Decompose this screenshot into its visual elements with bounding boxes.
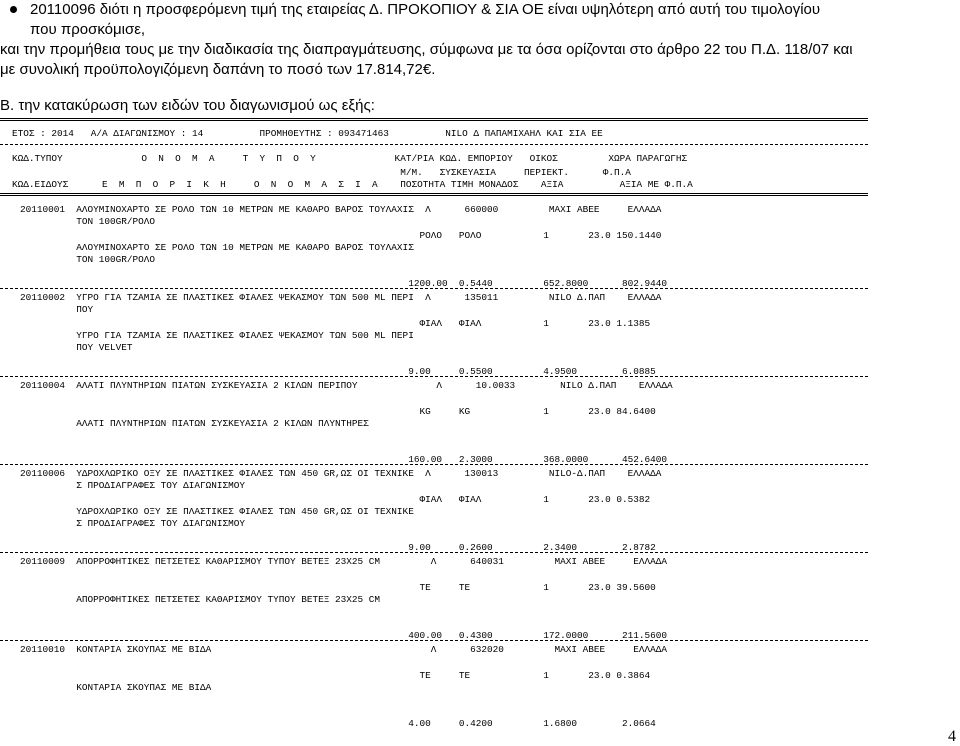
item-5-line-7: 400.00 0.4300 172.0000 211.5600 xyxy=(20,630,667,641)
item-1-line-5: ΤΟΝ 100GR/ΡΟΛΟ xyxy=(20,254,156,265)
item-4-line-3: ΦΙΑΛ ΦΙΑΛ 1 23.0 0.5382 xyxy=(20,494,651,505)
item-2-line-2: ΠΟΥ xyxy=(20,304,94,315)
column-header-row-3: ΚΩΔ.ΕΙΔΟΥΣ Ε Μ Π Ο Ρ Ι Κ Η Ο Ν Ο Μ Α Σ Ι Α ΠΟΣΟΤΗΤΑ ΤΙΜΗ ΜΟΝΑΔΟΣ ΑΞΙΑ ΑΞΙΑ ΜΕ Φ.Π.Α xyxy=(12,179,693,190)
item-4-line-5: Σ ΠΡΟΔΙΑΓΡΑΦΕΣ ΤΟΥ ΔΙΑΓΩΝΙΣΜΟΥ xyxy=(20,518,246,529)
item-6-line-1: 20110010 ΚΟΝΤΑΡΙΑ ΣΚΟΥΠΑΣ ΜΕ ΒΙΔΑ Λ 632020 ΜΑΧΙ ΑΒΕΕ ΕΛΛΑΔΑ xyxy=(20,644,667,655)
item-separator-rule xyxy=(0,464,868,465)
item-2-line-7: 9.00 0.5500 4.9500 6.0885 xyxy=(20,366,656,377)
item-3-line-1: 20110004 ΑΛΑΤΙ ΠΛΥΝΤΗΡΙΩΝ ΠΙΑΤΩΝ ΣΥΣΚΕΥΑΣΙΑ 2 ΚΙΛΩΝ ΠΕΡΙΠΟΥ Λ 10.0033 NILO Δ.ΠΑΠ ΕΛΛΑΔΑ xyxy=(20,380,673,391)
column-header-rule xyxy=(0,193,868,196)
item-2-line-5: ΠΟΥ VELVET xyxy=(20,342,133,353)
body-text-line-3: και την προμήθεια τους με την διαδικασία της διαπραγμάτευσης, σύμφωνα με τα όσα ορίζονται στο άρθρο 22 του Π.Δ. 118/07 και xyxy=(0,41,853,58)
item-5-line-3: ΤΕ ΤΕ 1 23.0 39.5600 xyxy=(20,582,656,593)
item-separator-rule xyxy=(0,376,868,377)
item-6-line-3: ΤΕ ΤΕ 1 23.0 0.3864 xyxy=(20,670,651,681)
item-3-line-4: ΑΛΑΤΙ ΠΛΥΝΤΗΡΙΩΝ ΠΙΑΤΩΝ ΣΥΣΚΕΥΑΣΙΑ 2 ΚΙΛΩΝ ΠΛΥΝΤΗΡΕΣ xyxy=(20,418,369,429)
item-4-line-2: Σ ΠΡΟΔΙΑΓΡΑΦΕΣ ΤΟΥ ΔΙΑΓΩΝΙΣΜΟΥ xyxy=(20,480,246,491)
item-5-line-1: 20110009 ΑΠΟΡΡΟΦΗΤΙΚΕΣ ΠΕΤΣΕΤΕΣ ΚΑΘΑΡΙΣΜΟΥ ΤΥΠΟΥ ΒΕΤΕΞ 23Χ25 CM Λ 640031 ΜΑΧΙ ΑΒΕΕ ΕΛΛΑΔΑ xyxy=(20,556,667,567)
item-1-line-3: ΡΟΛΟ ΡΟΛΟ 1 23.0 150.1440 xyxy=(20,230,662,241)
item-separator-rule xyxy=(0,640,868,641)
item-5-line-4: ΑΠΟΡΡΟΦΗΤΙΚΕΣ ΠΕΤΣΕΤΕΣ ΚΑΘΑΡΙΣΜΟΥ ΤΥΠΟΥ ΒΕΤΕΞ 23Χ25 CM xyxy=(20,594,381,605)
item-4-line-1: 20110006 ΥΔΡΟΧΛΩΡΙΚΟ ΟΞΥ ΣΕ ΠΛΑΣΤΙΚΕΣ ΦΙΑΛΕΣ ΤΩΝ 450 GR,ΩΣ ΟΙ ΤΕΧΝΙΚΕ Λ 130013 NILO-Δ.ΠΑΠ ΕΛΛΑΔΑ xyxy=(20,468,662,479)
item-3-line-7: 160.00 2.3000 368.0000 452.6400 xyxy=(20,454,667,465)
item-2-line-4: ΥΓΡΟ ΓΙΑ ΤΖΑΜΙΑ ΣΕ ΠΛΑΣΤΙΚΕΣ ΦΙΑΛΕΣ ΨΕΚΑΣΜΟΥ ΤΩΝ 500 ML ΠΕΡΙ xyxy=(20,330,414,341)
item-2-line-1: 20110002 ΥΓΡΟ ΓΙΑ ΤΖΑΜΙΑ ΣΕ ΠΛΑΣΤΙΚΕΣ ΦΙΑΛΕΣ ΨΕΚΑΣΜΟΥ ΤΩΝ 500 ML ΠΕΡΙ Λ 135011 NILO Δ.ΠΑΠ ΕΛΛΑΔΑ xyxy=(20,292,662,303)
report-header-info: ΕΤΟΣ : 2014 Α/Α ΔΙΑΓΩΝΙΣΜΟΥ : 14 ΠΡΟΜΗΘΕΥΤΗΣ : 093471463 NILO Δ ΠΑΠΑΜΙΧΑΗΛ ΚΑΙ ΣΙΑ ΕΕ xyxy=(12,128,603,139)
report-top-rule xyxy=(0,118,868,121)
bullet-text-line-1: 20110096 διότι η προσφερόμενη τιμή της εταιρείας Δ. ΠΡΟΚΟΠΙΟΥ & ΣΙΑ ΟΕ είναι υψηλότερη από αυτή του τιμολογίου xyxy=(30,1,821,18)
item-1-line-7: 1200.00 0.5440 652.8000 802.9440 xyxy=(20,278,667,289)
body-text-line-4: με συνολική προϋπολογιζόμενη δαπάνη το ποσό των 17.814,72€. xyxy=(0,61,436,78)
page-number: 4 xyxy=(948,728,956,745)
item-6-line-4: ΚΟΝΤΑΡΙΑ ΣΚΟΥΠΑΣ ΜΕ ΒΙΔΑ xyxy=(20,682,212,693)
item-3-line-3: KG KG 1 23.0 84.6400 xyxy=(20,406,656,417)
item-1-line-2: ΤΟΝ 100GR/ΡΟΛΟ xyxy=(20,216,156,227)
item-1-line-4: ΑΛΟΥΜΙΝΟΧΑΡΤΟ ΣΕ ΡΟΛΟ ΤΩΝ 10 ΜΕΤΡΩΝ ΜΕ ΚΑΘΑΡΟ ΒΑΡΟΣ ΤΟΥΛΑΧΙΣ xyxy=(20,242,414,253)
column-header-row-2: Μ/Μ. ΣΥΣΚΕΥΑΣΙΑ ΠΕΡΙΕΚΤ. Φ.Π.Α xyxy=(12,167,631,178)
item-4-line-7: 9.00 0.2600 2.3400 2.8782 xyxy=(20,542,656,553)
item-separator-rule xyxy=(0,288,868,289)
award-report-table xyxy=(0,116,960,728)
item-1-line-1: 20110001 ΑΛΟΥΜΙΝΟΧΑΡΤΟ ΣΕ ΡΟΛΟ ΤΩΝ 10 ΜΕΤΡΩΝ ΜΕ ΚΑΘΑΡΟ ΒΑΡΟΣ ΤΟΥΛΑΧΙΣ Λ 660000 ΜΑΧΙ ΑΒΕΕ ΕΛΛΑΔΑ xyxy=(20,204,662,215)
column-header-row-1: ΚΩΔ.ΤΥΠΟΥ Ο Ν Ο Μ Α Τ Υ Π Ο Υ ΚΑΤ/ΡΙΑ ΚΩΔ. ΕΜΠΟΡΙΟΥ ΟΙΚΟΣ ΧΩΡΑ ΠΑΡΑΓΩΓΗΣ xyxy=(12,153,688,164)
item-4-line-4: ΥΔΡΟΧΛΩΡΙΚΟ ΟΞΥ ΣΕ ΠΛΑΣΤΙΚΕΣ ΦΙΑΛΕΣ ΤΩΝ 450 GR,ΩΣ ΟΙ ΤΕΧΝΙΚΕ xyxy=(20,506,414,517)
item-6-line-7: 4.00 0.4200 1.6800 2.0664 xyxy=(20,718,656,728)
item-2-line-3: ΦΙΑΛ ΦΙΑΛ 1 23.0 1.1385 xyxy=(20,318,651,329)
item-separator-rule xyxy=(0,552,868,553)
bullet-icon xyxy=(10,6,17,13)
report-header-rule xyxy=(0,144,868,145)
section-b-heading: Β. την κατακύρωση των ειδών του διαγωνισμού ως εξής: xyxy=(0,97,375,114)
bullet-text-line-2: που προσκόμισε, xyxy=(30,21,146,38)
